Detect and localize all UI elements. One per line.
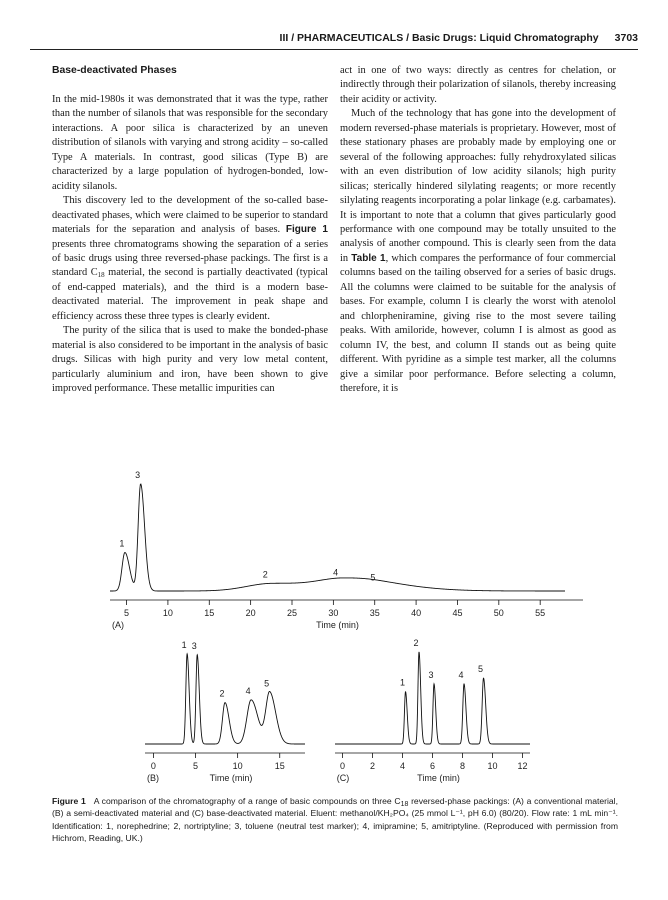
x-tick-label: 10 bbox=[232, 761, 243, 771]
peak-label: 5 bbox=[370, 572, 376, 583]
x-tick-label: 5 bbox=[124, 608, 130, 618]
x-axis-title: Time (min) bbox=[316, 620, 359, 630]
text-run: material, the second is partially deactivated (typical of end-capped materials), and the third is a modern base-deactivated material. The improvement in peak shape and efficiency across these three types is clearly evident. bbox=[52, 267, 328, 322]
panel-label: (B) bbox=[147, 773, 159, 783]
x-tick-label: 55 bbox=[535, 608, 546, 618]
chromatogram-trace-c bbox=[335, 652, 530, 744]
x-tick-label: 10 bbox=[487, 761, 498, 771]
text-run: , which compares the performance of four commercial columns based on the tailing observed for a series of basic drugs. All the columns were claimed to be suitable for the analysis of bases. For example, column I is clearly the worst with atenolol and chlorpheniramine, giving rise to the most severe tailing peaks. With amiloride, however, column I is almost as good as column IV, the best, and column II stands out as being quite different. With pyridine as a simple test marker, all the columns give a similar poor performance. Before selecting a column, therefore, it is bbox=[340, 252, 617, 394]
x-tick-label: 4 bbox=[399, 761, 406, 771]
page-number: 3703 bbox=[614, 32, 638, 44]
peak-label: 2 bbox=[413, 637, 419, 648]
peak-label: 1 bbox=[119, 538, 125, 549]
text-run: This discovery led to the development of the so-called base-deactivated phases, which were claimed to be superior to standard materials for the separation and analysis of bases. bbox=[52, 195, 328, 236]
figure-reference: Figure 1 bbox=[285, 224, 328, 236]
peak-label: 1 bbox=[399, 677, 406, 688]
x-tick-label: 50 bbox=[493, 608, 504, 618]
x-tick-label: 12 bbox=[517, 761, 528, 771]
x-axis-title: Time (min) bbox=[417, 773, 460, 783]
left-column bbox=[52, 64, 328, 397]
figure-1 bbox=[0, 460, 668, 790]
peak-label: 4 bbox=[245, 685, 251, 696]
x-tick-label: 15 bbox=[274, 761, 285, 771]
figure-caption bbox=[52, 795, 618, 845]
paragraph-continued: act in one of two ways: directly as centres for chelation, or indirectly through their polarization of silanols, thereby increasing their acidity or activity. bbox=[340, 65, 616, 105]
peak-label: 4 bbox=[458, 669, 464, 680]
caption-text: A comparison of the chromatography of a range of basic compounds on three C bbox=[93, 796, 401, 806]
running-header-section: III / PHARMACEUTICALS / Basic Drugs: Liquid Chromatography bbox=[279, 32, 599, 44]
x-tick-label: 20 bbox=[245, 608, 256, 618]
x-tick-label: 30 bbox=[328, 608, 339, 618]
x-axis-title: Time (min) bbox=[209, 773, 253, 783]
paragraph-silica-purity: The purity of the silica that is used to make the bonded-phase material is also considered to be important in the analysis of basic drugs. Silicas with high purity and very low metal content, particularly aluminium and iron, have been shown to give improved performance. These metallic impurities can bbox=[52, 325, 328, 395]
section-heading: Base-deactivated Phases bbox=[52, 65, 177, 76]
paragraph-technology bbox=[340, 107, 616, 396]
x-tick-label: 15 bbox=[204, 608, 215, 618]
header-rule bbox=[30, 49, 638, 50]
peak-label: 1 bbox=[181, 639, 187, 650]
subscript: 18 bbox=[97, 271, 105, 280]
peak-label: 2 bbox=[219, 688, 225, 699]
paragraph-type-silanols: In the mid-1980s it was demonstrated that it was the type, rather than the number of silanols that was responsible for the secondary interactions. A poor silica is characterized by an uneven distribution of silanols with varying and strong acidity – so-called Type A materials. In contrast, good silicas (Type B) are characterized by a large population of hydrogen-bonded, low-acidity silanols. bbox=[52, 94, 328, 192]
chromatograms bbox=[0, 460, 668, 790]
table-reference: Table 1 bbox=[351, 252, 386, 264]
paragraph-base-deactivated bbox=[52, 194, 328, 324]
x-tick-label: 0 bbox=[150, 761, 156, 771]
peak-label: 2 bbox=[262, 569, 268, 580]
peak-label: 3 bbox=[191, 640, 197, 651]
running-header bbox=[30, 32, 638, 48]
panel-label: (A) bbox=[112, 620, 124, 630]
x-tick-label: 45 bbox=[452, 608, 463, 618]
x-tick-label: 40 bbox=[411, 608, 422, 618]
caption-text: reversed-phase packings: (A) a conventional material, (B) a semi-deactivated material and (C) base-deactivated material. Eluent: methanol/KH₂PO₄ (25 mmol L⁻¹, pH 6.0) (80/20). Flow rate: 1 mL min⁻¹. Identification: 1, norephedrine; 2, nortriptyline; 3, toluene (neutral test marker); 4, imipramine; 5, amitriptyline. (Reproduced with permission from Hichrom, Reading, UK.) bbox=[52, 796, 618, 844]
peak-label: 3 bbox=[135, 470, 141, 480]
right-column bbox=[340, 64, 616, 396]
chromatogram-trace-b bbox=[145, 654, 305, 744]
x-tick-label: 0 bbox=[339, 761, 346, 771]
peak-label: 5 bbox=[477, 664, 484, 675]
text-run: presents three chromatograms showing the separation of a series of basic drugs using three reversed-phase packings. The first is a standard C bbox=[52, 238, 328, 279]
x-tick-label: 10 bbox=[162, 608, 173, 618]
panel-label: (C) bbox=[336, 773, 350, 783]
x-tick-label: 2 bbox=[369, 761, 376, 771]
peak-label: 3 bbox=[428, 669, 434, 680]
caption-subscript: 18 bbox=[400, 801, 409, 808]
x-tick-label: 35 bbox=[369, 608, 380, 618]
x-tick-label: 6 bbox=[429, 761, 436, 771]
x-tick-label: 5 bbox=[193, 761, 199, 771]
text-run: Much of the technology that has gone into the development of modern reversed-phase materials is proprietary. However, most of these stationary phases are probably made by employing one or several of the following approaches: fully rehydroxylated silicas with an even distribution of low acidity silanols; high purity silicas; sterically hindered silylating reagents; or more recently silylating reagents incorporating a polar linkage (e.g. carbamates). It is important to note that a column that gives particularly good performance with one compound may be totally unsuited to the analysis of another compound. This is clearly seen from the data in bbox=[340, 108, 616, 264]
caption-label: Figure 1 bbox=[52, 796, 86, 806]
x-tick-label: 25 bbox=[286, 608, 298, 618]
peak-label: 4 bbox=[333, 567, 339, 578]
peak-label: 5 bbox=[264, 678, 270, 689]
x-tick-label: 8 bbox=[459, 761, 466, 771]
